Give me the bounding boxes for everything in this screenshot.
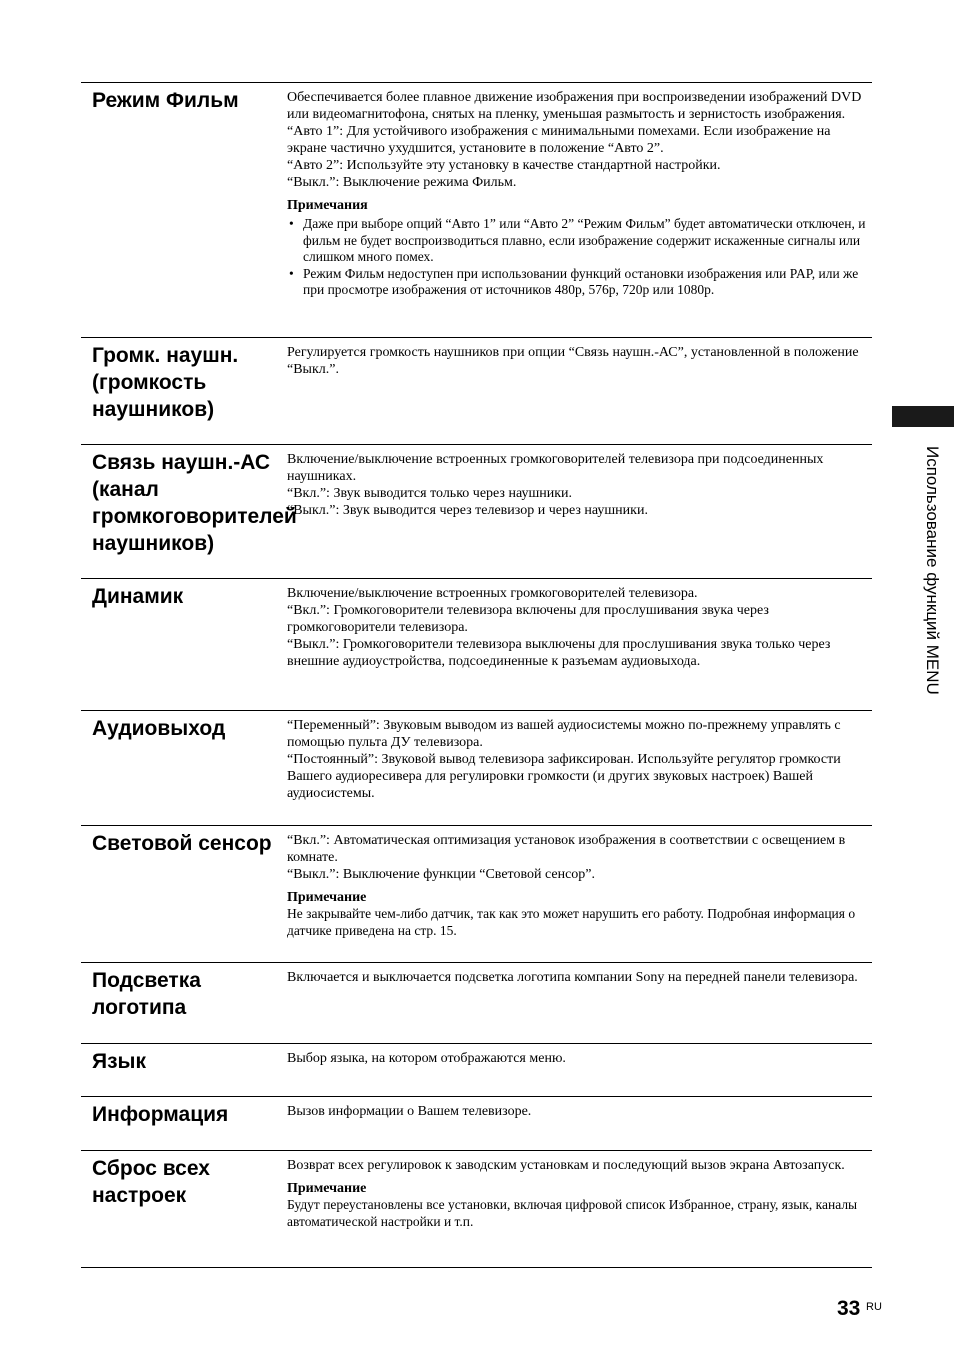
note-list	[287, 216, 872, 299]
description-line: “Переменный”: Звуковым выводом из вашей аудиосистемы можно по-прежнему управлять с помощью пульта ДУ телевизора.	[287, 718, 841, 750]
section-side-label: Использование функций MENU	[923, 446, 942, 695]
row-term: Связь наушн.-АС (канал громкоговорителей наушников)	[92, 451, 297, 555]
description-line: Включается и выключается подсветка логотипа компании Sony на передней панели телевизора.	[287, 970, 858, 985]
note-text: Не закрывайте чем-либо датчик, так как это может нарушить его работу. Подробная информация о датчике приведена на стр. 15.	[287, 906, 856, 938]
description-line: “Выкл.”: Выключение режима Фильм.	[287, 175, 517, 190]
row-term: Информация	[92, 1103, 229, 1126]
section-tab-marker	[892, 406, 954, 427]
table-row	[81, 445, 872, 579]
row-description	[287, 711, 872, 825]
table-row	[81, 1151, 872, 1268]
description-line: “Постоянный”: Звуковой вывод телевизора зафиксирован. Используйте регулятор громкости Вашего аудиоресивера для регулировки громкости (и других звуковых настроек) Вашей аудиосистемы.	[287, 752, 841, 801]
row-description	[287, 963, 872, 1043]
table-row	[81, 579, 872, 711]
table-row	[81, 83, 872, 338]
description-line: Вызов информации о Вашем телевизоре.	[287, 1104, 532, 1119]
page-language-code: RU	[866, 1301, 882, 1313]
row-description	[287, 1044, 872, 1096]
description-line: Включение/выключение встроенных громкоговорителей телевизора при подсоединенных наушниках.	[287, 452, 824, 484]
description-line: “Авто 1”: Для устойчивого изображения с минимальными помехами. Если изображение на экране частично ухудшится, установите в положение “Авто 2”.	[287, 124, 831, 156]
description-line: “Вкл.”: Звук выводится только через наушники.	[287, 486, 573, 501]
description-line: Возврат всех регулировок к заводским установкам и последующий вызов экрана Автозапуск.	[287, 1158, 845, 1173]
row-term: Громк. наушн. (громкость наушников)	[92, 344, 239, 421]
row-description	[287, 579, 872, 710]
note-bullet: • Даже при выборе опций “Авто 1” или “Авто 2” “Режим Фильм” будет автоматически отключен, и фильм не будет воспроизводиться плавно, если изображение содержит искаженные сигналы или слишком много помех.	[287, 216, 872, 266]
note-text: Будут переустановлены все установки, включая цифровой список Избранное, страну, язык, каналы автоматической настройки и т.п.	[287, 1197, 858, 1229]
row-term: Подсветка логотипа	[92, 969, 201, 1019]
table-row	[81, 1044, 872, 1097]
page-number: 33	[837, 1297, 861, 1320]
row-description	[287, 1097, 872, 1150]
row-description	[287, 338, 872, 444]
row-description	[287, 826, 872, 962]
description-line: Выбор языка, на котором отображаются меню.	[287, 1051, 566, 1066]
row-description	[287, 1151, 872, 1267]
description-line: “Вкл.”: Громкоговорители телевизора включены для прослушивания звука через громкоговорители телевизора.	[287, 603, 769, 635]
table-row	[81, 338, 872, 445]
settings-table	[81, 82, 872, 1268]
row-term: Сброс всех настроек	[92, 1157, 210, 1207]
note-title: Примечание	[287, 1181, 367, 1196]
description-line: “Вкл.”: Автоматическая оптимизация установок изображения в соответствии с освещением в комнате.	[287, 833, 846, 865]
table-row	[81, 711, 872, 826]
description-line: “Выкл.”: Громкоговорители телевизора выключены для прослушивания звука только через внешние аудиоустройства, подсоединенные к разъемам аудиовыхода.	[287, 637, 831, 669]
table-row	[81, 1097, 872, 1151]
row-term: Световой сенсор	[92, 832, 272, 855]
row-term: Режим Фильм	[92, 89, 239, 112]
description-line: Регулируется громкость наушников при опции “Связь наушн.-АС”, установленной в положение “Выкл.”.	[287, 345, 859, 377]
note-title: Примечание	[287, 890, 367, 905]
description-line: “Выкл.”: Выключение функции “Световой сенсор”.	[287, 867, 596, 882]
row-term: Динамик	[92, 585, 184, 608]
row-term: Аудиовыход	[92, 717, 226, 740]
description-line: Обеспечивается более плавное движение изображения при воспроизведении изображений DVD или видеомагнитофона, снятых на пленку, уменьшая размытость и зернистость изображения.	[287, 90, 862, 122]
description-line: “Выкл.”: Звук выводится через телевизор и через наушники.	[287, 503, 648, 518]
row-description	[287, 445, 872, 578]
description-line: “Авто 2”: Используйте эту установку в качестве стандартной настройки.	[287, 158, 721, 173]
row-term: Язык	[92, 1050, 146, 1073]
note-title: Примечания	[287, 198, 368, 213]
note-bullet: • Режим Фильм недоступен при использовании функций остановки изображения или PAP, или же при просмотре изображения от источников 480p, 576p, 720p или 1080p.	[287, 266, 872, 299]
description-line: Включение/выключение встроенных громкоговорителей телевизора.	[287, 586, 698, 601]
table-row	[81, 963, 872, 1044]
table-row	[81, 826, 872, 963]
row-description	[287, 83, 872, 337]
